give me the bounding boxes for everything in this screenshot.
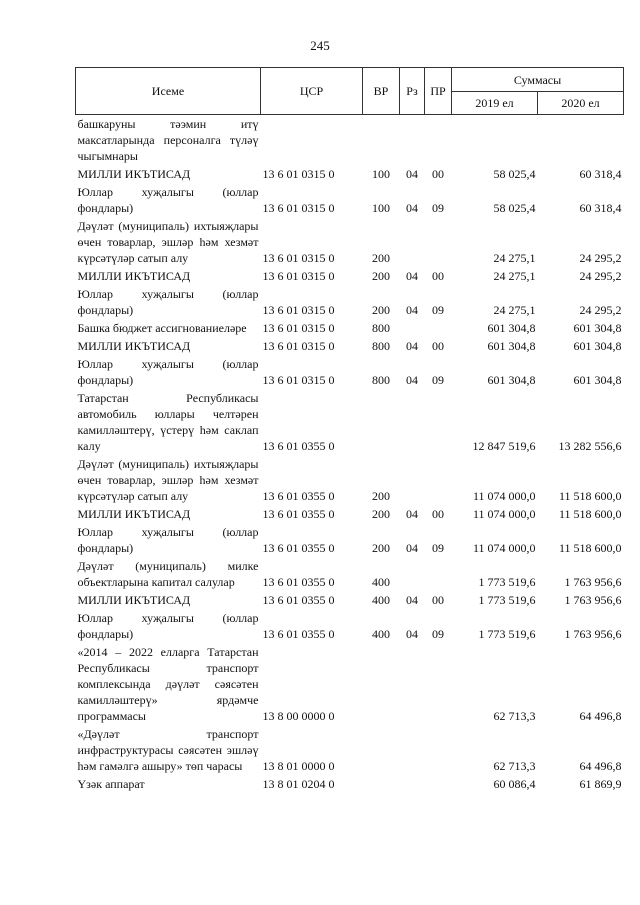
cell-sum-2019: 12 847 519,6 bbox=[472, 439, 536, 453]
cell-name: МИЛЛИ ИКЪТИСАД bbox=[77, 593, 191, 607]
cell-pr: 00 bbox=[432, 507, 444, 521]
cell-sum-2020: 13 282 556,6 bbox=[558, 439, 622, 453]
table-row bbox=[76, 285, 624, 319]
table-row bbox=[76, 591, 624, 609]
cell-sum-2020: 64 496,8 bbox=[579, 709, 622, 723]
cell-sum-2020: 60 318,4 bbox=[579, 201, 622, 215]
cell-name: Башка бюджет ассигнованиеләре bbox=[77, 321, 247, 335]
cell-sum-2020: 1 763 956,6 bbox=[564, 575, 622, 589]
cell-name: Дәүләт (муниципаль) ихтыяҗлары өчен товарлар, эшләр һәм хезмәт күрсәтүләр сатып алу bbox=[77, 219, 259, 265]
cell-name: МИЛЛИ ИКЪТИСАД bbox=[77, 339, 191, 353]
cell-pr bbox=[425, 643, 452, 725]
cell-name: Юллар хуҗалыгы (юллар фондлары) bbox=[77, 525, 259, 555]
table-row bbox=[76, 319, 624, 337]
table-row bbox=[76, 775, 624, 793]
cell-pr: 00 bbox=[432, 269, 444, 283]
table-row bbox=[76, 165, 624, 183]
cell-vr bbox=[363, 775, 400, 793]
cell-vr: 200 bbox=[372, 507, 390, 521]
cell-vr: 800 bbox=[372, 373, 390, 387]
budget-table bbox=[75, 67, 624, 793]
table-row bbox=[76, 523, 624, 557]
cell-vr: 200 bbox=[372, 489, 390, 503]
cell-vr: 200 bbox=[372, 303, 390, 317]
cell-rz: 04 bbox=[406, 593, 418, 607]
page-number: 245 bbox=[310, 38, 330, 53]
cell-csr: 13 6 01 0315 0 bbox=[262, 251, 335, 265]
cell-sum-2020 bbox=[538, 115, 624, 166]
cell-vr: 100 bbox=[372, 167, 390, 181]
cell-pr bbox=[425, 319, 452, 337]
cell-name: МИЛЛИ ИКЪТИСАД bbox=[77, 269, 191, 283]
table-row bbox=[76, 389, 624, 455]
cell-rz bbox=[400, 217, 425, 267]
cell-rz: 04 bbox=[406, 373, 418, 387]
cell-sum-2019: 62 713,3 bbox=[493, 759, 536, 773]
header-year-2020: 2020 ел bbox=[538, 92, 624, 115]
table-body bbox=[76, 115, 624, 794]
cell-rz bbox=[400, 115, 425, 166]
cell-name: башкаруны тәэмин итү максатларында персоналга түләү чыгымнары bbox=[77, 117, 259, 163]
cell-sum-2019: 24 275,1 bbox=[493, 251, 536, 265]
header-name: Исеме bbox=[76, 68, 261, 115]
cell-rz bbox=[400, 643, 425, 725]
cell-sum-2019: 11 074 000,0 bbox=[472, 541, 536, 555]
cell-csr: 13 6 01 0355 0 bbox=[262, 489, 335, 503]
cell-csr: 13 8 01 0000 0 bbox=[262, 759, 335, 773]
cell-rz: 04 bbox=[406, 339, 418, 353]
cell-sum-2020: 11 518 600,0 bbox=[558, 489, 622, 503]
cell-sum-2019: 1 773 519,6 bbox=[478, 593, 536, 607]
cell-vr bbox=[363, 643, 400, 725]
cell-rz: 04 bbox=[406, 201, 418, 215]
cell-name: Юллар хуҗалыгы (юллар фондлары) bbox=[77, 357, 259, 387]
cell-name: Юллар хуҗалыгы (юллар фондлары) bbox=[77, 287, 259, 317]
cell-csr: 13 6 01 0355 0 bbox=[262, 541, 335, 555]
cell-pr bbox=[425, 217, 452, 267]
cell-name: МИЛЛИ ИКЪТИСАД bbox=[77, 507, 191, 521]
cell-csr: 13 8 01 0204 0 bbox=[262, 777, 335, 791]
table-row bbox=[76, 557, 624, 591]
cell-name: Дәүләт (муниципаль) милке объектларына капитал салулар bbox=[77, 559, 259, 589]
table-row bbox=[76, 115, 624, 166]
header-year-2019: 2019 ел bbox=[452, 92, 538, 115]
cell-rz: 04 bbox=[406, 627, 418, 641]
cell-name: Юллар хуҗалыгы (юллар фондлары) bbox=[77, 611, 259, 641]
cell-name: Үзәк аппарат bbox=[77, 777, 145, 791]
cell-sum-2020: 601 304,8 bbox=[573, 339, 622, 353]
cell-pr: 00 bbox=[432, 167, 444, 181]
table-row bbox=[76, 355, 624, 389]
cell-sum-2020: 601 304,8 bbox=[573, 321, 622, 335]
table-row bbox=[76, 643, 624, 725]
header-sums: Суммасы bbox=[452, 68, 624, 92]
cell-rz: 04 bbox=[406, 303, 418, 317]
header-pr: ПР bbox=[425, 68, 452, 115]
cell-sum-2020: 24 295,2 bbox=[579, 303, 622, 317]
cell-pr: 09 bbox=[432, 627, 444, 641]
cell-sum-2019 bbox=[452, 115, 538, 166]
table-row bbox=[76, 183, 624, 217]
cell-sum-2019: 601 304,8 bbox=[487, 373, 536, 387]
cell-sum-2020: 64 496,8 bbox=[579, 759, 622, 773]
cell-sum-2019: 601 304,8 bbox=[487, 321, 536, 335]
cell-sum-2019: 24 275,1 bbox=[493, 303, 536, 317]
cell-vr: 800 bbox=[372, 321, 390, 335]
cell-csr: 13 6 01 0355 0 bbox=[262, 593, 335, 607]
cell-csr: 13 6 01 0355 0 bbox=[262, 507, 335, 521]
cell-pr: 00 bbox=[432, 593, 444, 607]
cell-vr: 800 bbox=[372, 339, 390, 353]
cell-pr bbox=[425, 455, 452, 505]
cell-csr: 13 6 01 0355 0 bbox=[262, 627, 335, 641]
cell-sum-2019: 58 025,4 bbox=[493, 201, 536, 215]
cell-sum-2020: 1 763 956,6 bbox=[564, 593, 622, 607]
cell-vr: 400 bbox=[372, 575, 390, 589]
cell-pr bbox=[425, 725, 452, 775]
table-row bbox=[76, 337, 624, 355]
cell-pr: 00 bbox=[432, 339, 444, 353]
cell-csr: 13 6 01 0315 0 bbox=[262, 373, 335, 387]
cell-name: «2014 – 2022 елларга Татарстан Республикасы транспорт комплексында дәүләт сәясәтен камилләштерү» ярдәмче программасы bbox=[77, 645, 259, 723]
cell-name: Татарстан Республикасы автомобиль юллары челтәрен камилләштерү, үстерү һәм саклап калу bbox=[77, 391, 259, 453]
cell-vr: 200 bbox=[372, 251, 390, 265]
cell-csr: 13 6 01 0355 0 bbox=[262, 575, 335, 589]
cell-sum-2020: 1 763 956,6 bbox=[564, 627, 622, 641]
cell-csr: 13 6 01 0315 0 bbox=[262, 321, 335, 335]
cell-name: «Дәүләт транспорт инфраструктурасы сәясәтен эшләү һәм гамәлгә ашыру» төп чарасы bbox=[77, 727, 259, 773]
cell-rz bbox=[400, 389, 425, 455]
cell-csr bbox=[261, 115, 363, 166]
cell-sum-2019: 24 275,1 bbox=[493, 269, 536, 283]
cell-sum-2019: 11 074 000,0 bbox=[472, 507, 536, 521]
cell-pr bbox=[425, 115, 452, 166]
cell-csr: 13 6 01 0315 0 bbox=[262, 201, 335, 215]
header-csr: ЦСР bbox=[261, 68, 363, 115]
cell-sum-2020: 11 518 600,0 bbox=[558, 541, 622, 555]
table-row bbox=[76, 725, 624, 775]
cell-pr: 09 bbox=[432, 373, 444, 387]
cell-name: Юллар хуҗалыгы (юллар фондлары) bbox=[77, 185, 259, 215]
cell-sum-2020: 24 295,2 bbox=[579, 251, 622, 265]
cell-csr: 13 6 01 0315 0 bbox=[262, 269, 335, 283]
cell-vr: 400 bbox=[372, 593, 390, 607]
cell-sum-2019: 60 086,4 bbox=[493, 777, 536, 791]
table-row bbox=[76, 609, 624, 643]
cell-pr bbox=[425, 557, 452, 591]
header-vr: ВР bbox=[363, 68, 400, 115]
table-row bbox=[76, 267, 624, 285]
table-row bbox=[76, 217, 624, 267]
cell-rz: 04 bbox=[406, 507, 418, 521]
cell-rz bbox=[400, 455, 425, 505]
cell-rz bbox=[400, 557, 425, 591]
cell-sum-2019: 11 074 000,0 bbox=[472, 489, 536, 503]
cell-csr: 13 6 01 0315 0 bbox=[262, 303, 335, 317]
cell-sum-2019: 601 304,8 bbox=[487, 339, 536, 353]
cell-sum-2019: 1 773 519,6 bbox=[478, 575, 536, 589]
cell-name: Дәүләт (муниципаль) ихтыяҗлары өчен товарлар, эшләр һәм хезмәт күрсәтүләр сатып алу bbox=[77, 457, 259, 503]
cell-vr: 400 bbox=[372, 627, 390, 641]
cell-rz: 04 bbox=[406, 269, 418, 283]
cell-sum-2020: 601 304,8 bbox=[573, 373, 622, 387]
cell-name: МИЛЛИ ИКЪТИСАД bbox=[77, 167, 191, 181]
cell-rz bbox=[400, 775, 425, 793]
table-row bbox=[76, 505, 624, 523]
cell-pr bbox=[425, 775, 452, 793]
cell-rz: 04 bbox=[406, 167, 418, 181]
cell-rz: 04 bbox=[406, 541, 418, 555]
cell-rz bbox=[400, 725, 425, 775]
cell-pr: 09 bbox=[432, 541, 444, 555]
cell-csr: 13 6 01 0315 0 bbox=[262, 167, 335, 181]
cell-rz bbox=[400, 319, 425, 337]
cell-vr: 200 bbox=[372, 269, 390, 283]
cell-csr: 13 6 01 0315 0 bbox=[262, 339, 335, 353]
cell-sum-2020: 61 869,9 bbox=[579, 777, 622, 791]
table-header bbox=[76, 68, 624, 115]
cell-sum-2020: 11 518 600,0 bbox=[558, 507, 622, 521]
cell-vr: 200 bbox=[372, 541, 390, 555]
cell-sum-2019: 62 713,3 bbox=[493, 709, 536, 723]
table-row bbox=[76, 455, 624, 505]
cell-sum-2020: 24 295,2 bbox=[579, 269, 622, 283]
cell-vr bbox=[363, 389, 400, 455]
cell-sum-2019: 1 773 519,6 bbox=[478, 627, 536, 641]
cell-vr: 100 bbox=[372, 201, 390, 215]
cell-pr: 09 bbox=[432, 201, 444, 215]
cell-pr: 09 bbox=[432, 303, 444, 317]
cell-sum-2019: 58 025,4 bbox=[493, 167, 536, 181]
cell-vr bbox=[363, 725, 400, 775]
header-rz: Рз bbox=[400, 68, 425, 115]
cell-sum-2020: 60 318,4 bbox=[579, 167, 622, 181]
cell-vr bbox=[363, 115, 400, 166]
cell-csr: 13 6 01 0355 0 bbox=[262, 439, 335, 453]
cell-pr bbox=[425, 389, 452, 455]
cell-csr: 13 8 00 0000 0 bbox=[262, 709, 335, 723]
